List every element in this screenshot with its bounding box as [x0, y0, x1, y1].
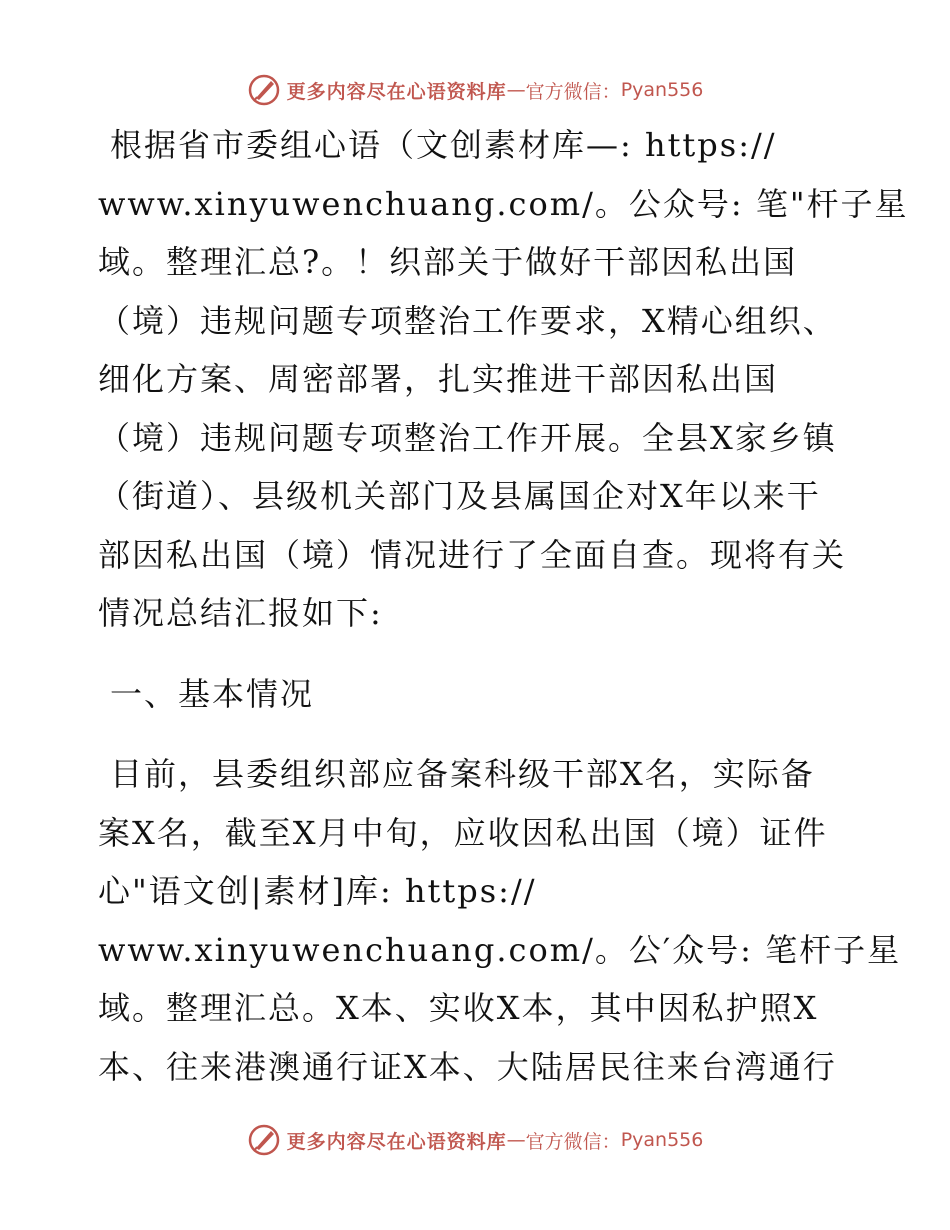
document-body	[98, 116, 909, 1096]
text-line: www.xinyuwenchuang.com/。公众号: 笔"杆子星	[98, 184, 909, 223]
text-line: 部因私出国（境）情况进行了全面自查。现将有关	[98, 535, 847, 574]
watermark-banner-bottom	[0, 1120, 950, 1160]
text-line: （境）违规问题专项整治工作开展。全县X家乡镇	[98, 418, 837, 457]
paragraph	[98, 745, 902, 1096]
text-line: （街道）、县级机关部门及县属国企对X年以来干	[98, 477, 821, 515]
text-line: 情况总结汇报如下:	[98, 594, 383, 632]
watermark-wechat-label: 官方微信：	[525, 80, 621, 103]
text-line: 域。整理汇总?。！织部关于做好干部因私出国	[98, 243, 798, 281]
text-line: 心"语文创|素材]库: https://	[98, 872, 537, 910]
paragraph	[98, 116, 909, 643]
watermark-wechat-label: 官方微信：	[525, 1130, 621, 1153]
watermark-wechat-id: Pyan556	[620, 79, 704, 101]
watermark-text: 更多内容尽在心语资料库	[286, 80, 507, 103]
text-line: 目前，县委组织部应备案科级干部X名，实际备	[110, 755, 815, 793]
watermark-wechat-id: Pyan556	[620, 1129, 704, 1151]
watermark-banner-top	[0, 70, 950, 110]
text-line: （境）违规问题专项整治工作要求，X精心组织、	[98, 301, 837, 340]
text-line: 细化方案、周密部署，扎实推进干部因私出国	[98, 360, 779, 398]
watermark-separator: —	[506, 79, 526, 101]
section-heading	[98, 665, 858, 724]
quill-logo-icon	[247, 73, 281, 107]
heading-line: 一、基本情况	[110, 674, 315, 713]
text-line: www.xinyuwenchuang.com/。公′众号: 笔杆子星	[98, 930, 902, 969]
text-line: 本、往来港澳通行证X本、大陆居民往来台湾通行	[98, 1047, 837, 1086]
watermark-separator: —	[506, 1129, 526, 1151]
quill-logo-icon	[247, 1123, 281, 1157]
text-line: 根据省市委组心语（文创素材库—: https://	[110, 126, 777, 164]
watermark-text: 更多内容尽在心语资料库	[286, 1130, 507, 1153]
text-line: 域。整理汇总。X本、实收X本，其中因私护照X	[98, 989, 819, 1027]
text-line: 案X名，截至X月中旬，应收因私出国（境）证件	[98, 813, 828, 852]
